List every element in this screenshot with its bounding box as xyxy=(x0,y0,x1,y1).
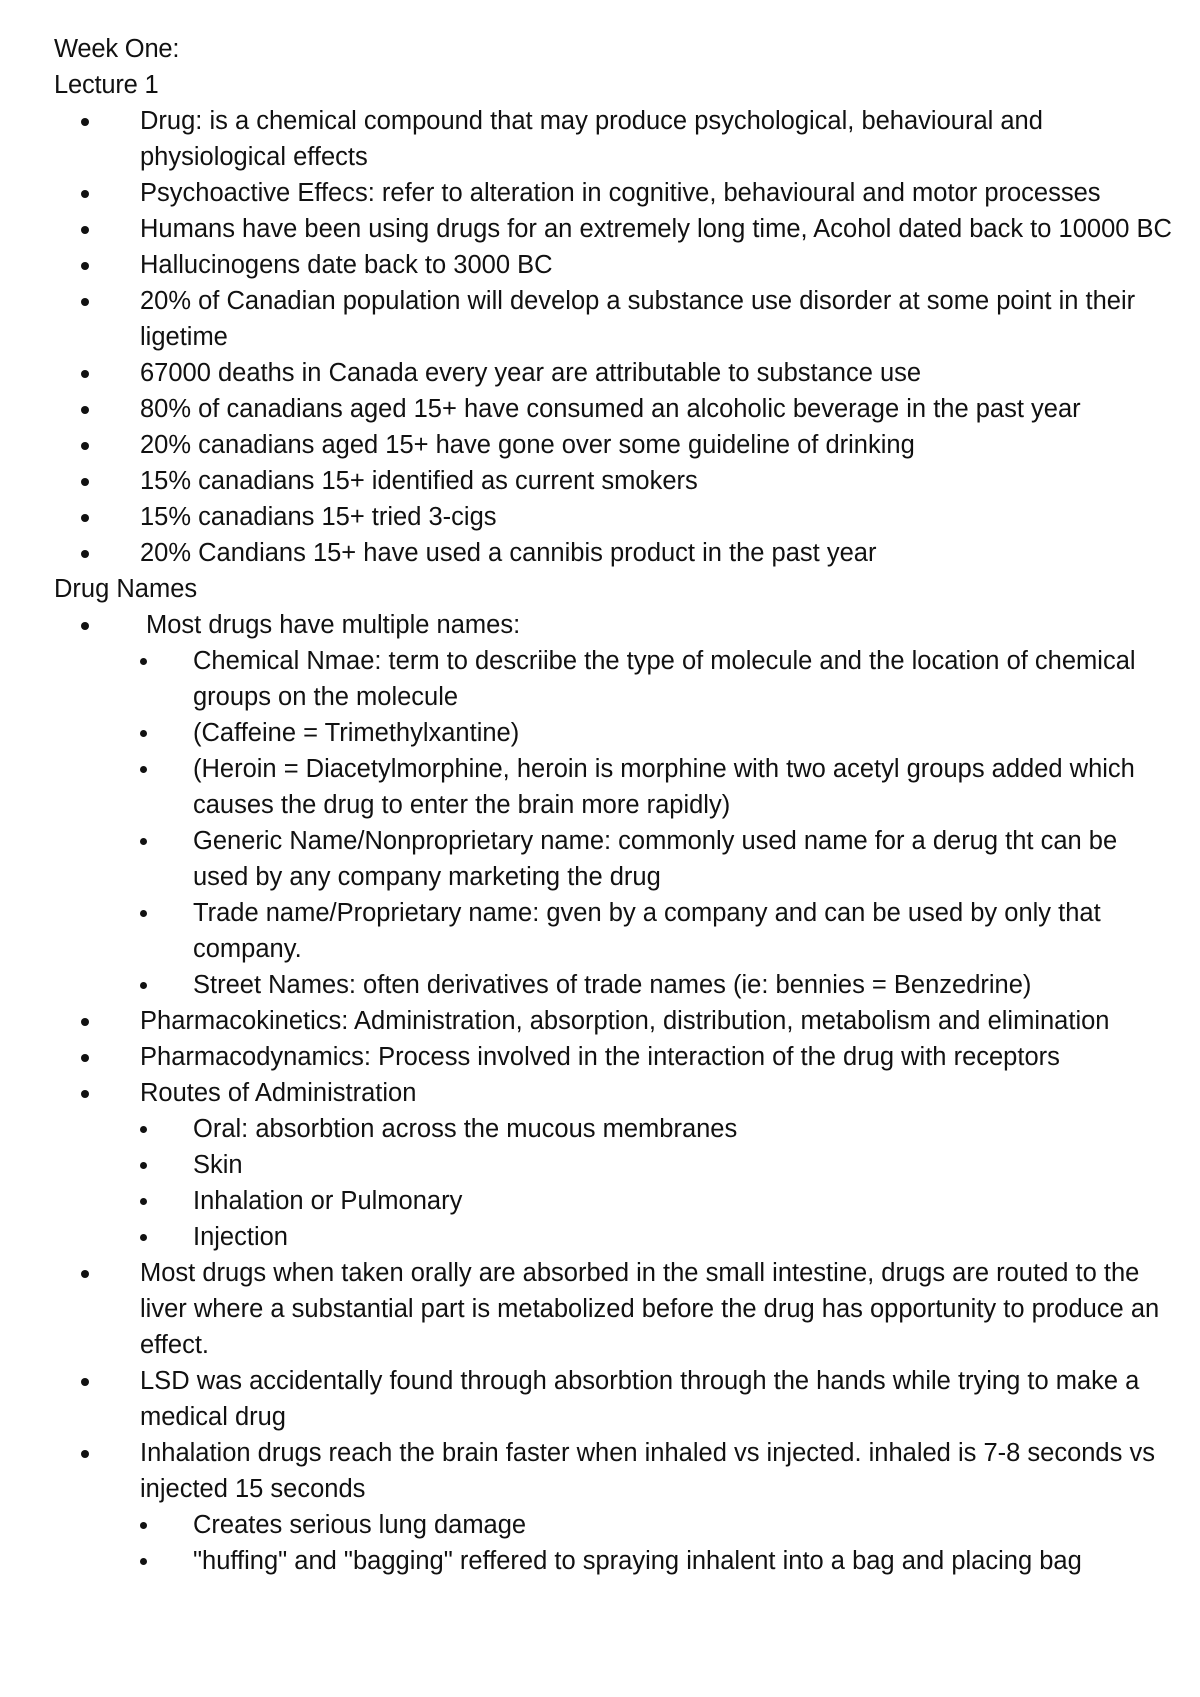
list-item-text: LSD was accidentally found through absorbtion through the hands while trying to make a medical drug xyxy=(140,1367,1140,1431)
sub-list-item xyxy=(140,1507,1174,1543)
sub-list-item xyxy=(140,715,1174,751)
sub-list-item xyxy=(140,967,1174,1003)
lecture-heading: Lecture 1 xyxy=(54,71,159,99)
list-item-text: Inhalation drugs reach the brain faster when inhaled vs injected. inhaled is 7-8 seconds vs injected 15 seconds xyxy=(140,1439,1155,1503)
sub-list-item-text: Creates serious lung damage xyxy=(193,1511,527,1539)
sub-list-item-text: Street Names: often derivatives of trade names (ie: bennies = Benzedrine) xyxy=(193,971,1032,999)
list-item-text: Psychoactive Effecs: refer to alteration in cognitive, behavioural and motor processes xyxy=(140,179,1101,207)
list-item xyxy=(54,355,1174,391)
list-item xyxy=(54,283,1174,355)
list-item-text: 67000 deaths in Canada every year are attributable to substance use xyxy=(140,359,922,387)
sub-list-item-text: Generic Name/Nonproprietary name: commonly used name for a derug tht can be used by any company marketing the drug xyxy=(193,827,1118,891)
sub-list-item xyxy=(140,823,1174,895)
list-item xyxy=(54,211,1174,247)
list-item-text: 15% canadians 15+ identified as current smokers xyxy=(140,467,698,495)
sub-list-item xyxy=(140,1543,1174,1579)
list-item xyxy=(54,175,1174,211)
list-item-text: Most drugs have multiple names: xyxy=(146,611,521,639)
list-item xyxy=(54,1075,1174,1255)
list-item-text: Humans have been using drugs for an extremely long time, Acohol dated back to 10000 BC xyxy=(140,215,1172,243)
list-item-text: Routes of Administration xyxy=(140,1079,417,1107)
list-item xyxy=(54,1363,1174,1435)
sub-list-item xyxy=(140,1111,1174,1147)
list-item xyxy=(54,1435,1174,1579)
drug-names-heading: Drug Names xyxy=(54,575,198,603)
list-item xyxy=(54,247,1174,283)
lecture1-bullet-list xyxy=(54,103,1174,571)
list-item-text: 20% canadians aged 15+ have gone over some guideline of drinking xyxy=(140,431,915,459)
list-item xyxy=(54,607,1174,1003)
sub-list-item-text: (Caffeine = Trimethylxantine) xyxy=(193,719,520,747)
list-item xyxy=(54,463,1174,499)
sub-list-item-text: Trade name/Proprietary name: gven by a company and can be used by only that company. xyxy=(193,899,1101,963)
sub-list-item xyxy=(140,751,1174,823)
list-item xyxy=(54,499,1174,535)
sub-list-item xyxy=(140,1147,1174,1183)
sub-list-item-text: Inhalation or Pulmonary xyxy=(193,1187,463,1215)
list-item xyxy=(54,1039,1174,1075)
inhalation-list xyxy=(140,1507,1174,1579)
routes-list xyxy=(140,1111,1174,1255)
list-item-text: Pharmacodynamics: Process involved in the interaction of the drug with receptors xyxy=(140,1043,1060,1071)
list-item-text: Pharmacokinetics: Administration, absorption, distribution, metabolism and elimination xyxy=(140,1007,1110,1035)
list-item-text: 15% canadians 15+ tried 3-cigs xyxy=(140,503,497,531)
sub-list-item-text: (Heroin = Diacetylmorphine, heroin is morphine with two acetyl groups added which causes the drug to enter the brain more rapidly) xyxy=(193,755,1135,819)
list-item xyxy=(54,103,1174,175)
sub-list-item-text: Injection xyxy=(193,1223,288,1251)
drug-names-bullet-list xyxy=(54,607,1174,1579)
list-item xyxy=(54,427,1174,463)
sub-list-item xyxy=(140,1183,1174,1219)
list-item xyxy=(54,1255,1174,1363)
sub-list-item xyxy=(140,643,1174,715)
sub-list-item-text: Skin xyxy=(193,1151,243,1179)
list-item xyxy=(54,1003,1174,1039)
list-item-text: 80% of canadians aged 15+ have consumed an alcoholic beverage in the past year xyxy=(140,395,1081,423)
week-heading: Week One: xyxy=(54,35,180,63)
sub-list-item xyxy=(140,895,1174,967)
list-item xyxy=(54,391,1174,427)
document-page xyxy=(54,31,1174,1579)
sub-list-item-text: Chemical Nmae: term to descriibe the type of molecule and the location of chemical groups on the molecule xyxy=(193,647,1136,711)
sub-list-item-text: "huffing" and "bagging" reffered to spraying inhalent into a bag and placing bag xyxy=(193,1547,1082,1575)
drug-name-types-list xyxy=(140,643,1174,1003)
sub-list-item xyxy=(140,1219,1174,1255)
list-item-text: Hallucinogens date back to 3000 BC xyxy=(140,251,553,279)
list-item-text: 20% of Canadian population will develop a substance use disorder at some point in their ligetime xyxy=(140,287,1136,351)
list-item-text: Drug: is a chemical compound that may produce psychological, behavioural and physiological effects xyxy=(140,107,1043,171)
list-item xyxy=(54,535,1174,571)
list-item-text: Most drugs when taken orally are absorbed in the small intestine, drugs are routed to the liver where a substantial part is metabolized before the drug has opportunity to produce an effect. xyxy=(140,1259,1160,1359)
list-item-text: 20% Candians 15+ have used a cannibis product in the past year xyxy=(140,539,877,567)
sub-list-item-text: Oral: absorbtion across the mucous membranes xyxy=(193,1115,738,1143)
